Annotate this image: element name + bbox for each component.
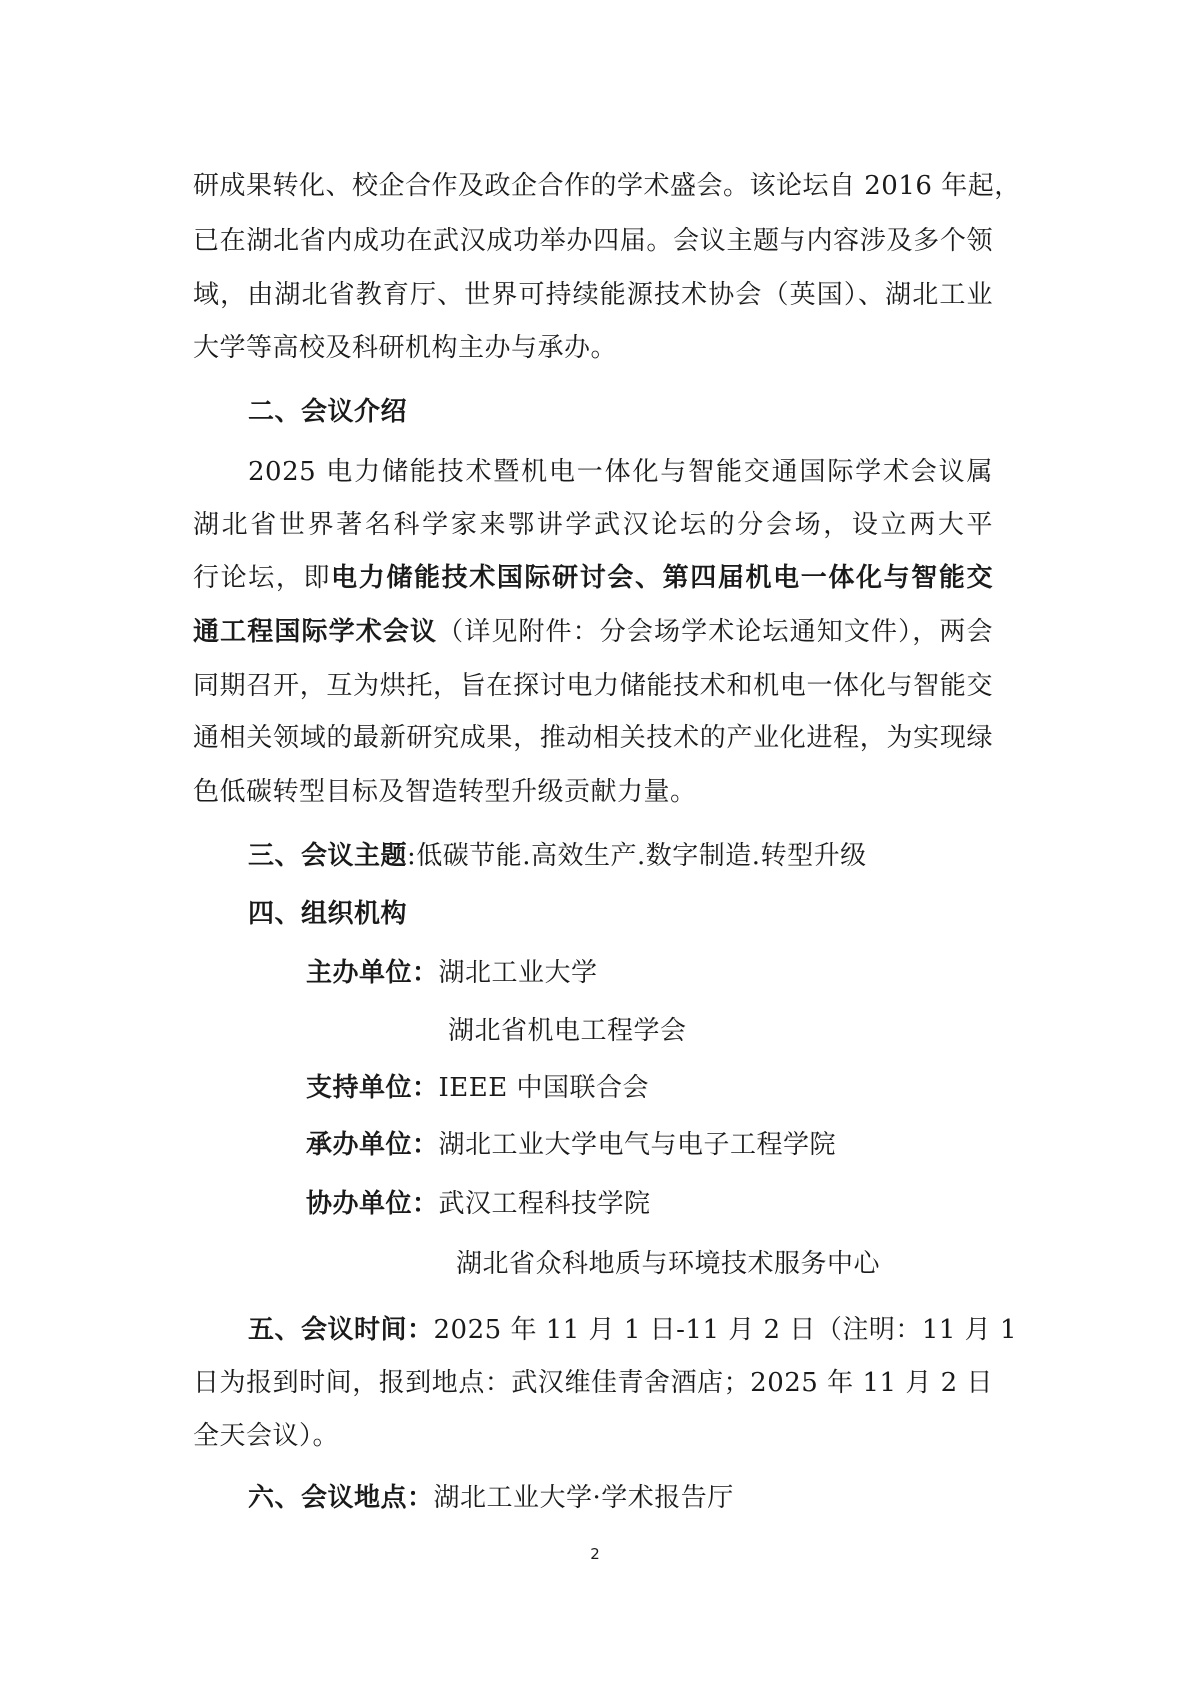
- support-value: IEEE 中国联合会: [438, 1073, 649, 1103]
- section-2-line-6: 通相关领域的最新研究成果，推动相关技术的产业化进程，为实现绿: [193, 723, 993, 753]
- section-2-line-4: [193, 614, 993, 650]
- host-row: [306, 955, 598, 991]
- coorg-value-2: 湖北省众科地质与环境技术服务中心: [456, 1249, 881, 1279]
- section-2-line-2: 湖北省世界著名科学家来鄂讲学武汉论坛的分会场，设立两大平: [193, 510, 993, 540]
- section-6-value: 湖北工业大学·学术报告厅: [433, 1483, 734, 1513]
- section-5-line-3: 全天会议）。: [193, 1421, 340, 1451]
- page-number: 2: [590, 1545, 600, 1563]
- section-2-line-5: 同期召开，互为烘托，旨在探讨电力储能技术和机电一体化与智能交: [193, 671, 993, 701]
- organizer-row: [306, 1127, 836, 1163]
- intro-line-3: 域，由湖北省教育厅、世界可持续能源技术协会（英国）、湖北工业: [193, 280, 993, 310]
- section-2-line-4-post: （详见附件：分会场学术论坛通知文件），两会: [437, 617, 993, 647]
- section-2-line-3: [193, 560, 993, 596]
- forum-names-bold-2: 通工程国际学术会议: [193, 617, 438, 647]
- host-value-1: 湖北工业大学: [438, 958, 598, 988]
- host-value-2: 湖北省机电工程学会: [448, 1016, 687, 1046]
- section-5-line-2: 日为报到时间，报到地点：武汉维佳青舍酒店；2025 年 11 月 2 日: [193, 1368, 993, 1398]
- section-2-line-7: 色低碳转型目标及智造转型升级贡献力量。: [193, 777, 697, 807]
- intro-line-1: 研成果转化、校企合作及政企合作的学术盛会。该论坛自 2016 年起，: [193, 171, 1021, 201]
- section-5-value-1: 2025 年 11 月 1 日-11 月 2 日（注明：11 月 1: [433, 1315, 1017, 1345]
- forum-names-bold-1: 电力储能技术国际研讨会、第四届机电一体化与智能交: [331, 563, 993, 593]
- section-2-line-3-pre: 行论坛，即: [193, 563, 332, 593]
- section-6: [248, 1480, 734, 1516]
- section-3-value: :低碳节能.高效生产.数字制造.转型升级: [407, 841, 867, 871]
- section-5-line-1: [248, 1312, 1017, 1348]
- section-2-line-1: 2025 电力储能技术暨机电一体化与智能交通国际学术会议属: [248, 457, 993, 487]
- support-label: 支持单位：: [306, 1073, 439, 1103]
- section-6-label: 六、会议地点：: [248, 1483, 434, 1513]
- coorg-row: [306, 1186, 651, 1222]
- organizer-value: 湖北工业大学电气与电子工程学院: [438, 1130, 837, 1160]
- section-3-label: 三、会议主题: [248, 841, 408, 871]
- organizer-label: 承办单位：: [306, 1130, 439, 1160]
- host-label: 主办单位：: [306, 958, 439, 988]
- section-4-heading: 四、组织机构: [248, 899, 408, 929]
- section-2-heading: 二、会议介绍: [248, 397, 408, 427]
- support-row: [306, 1070, 649, 1106]
- coorg-value-1: 武汉工程科技学院: [438, 1189, 651, 1219]
- coorg-label: 协办单位：: [306, 1189, 439, 1219]
- section-5-label: 五、会议时间：: [248, 1315, 434, 1345]
- intro-line-2: 已在湖北省内成功在武汉成功举办四届。会议主题与内容涉及多个领: [193, 226, 993, 256]
- section-3: [248, 838, 867, 874]
- intro-line-4: 大学等高校及科研机构主办与承办。: [193, 333, 618, 363]
